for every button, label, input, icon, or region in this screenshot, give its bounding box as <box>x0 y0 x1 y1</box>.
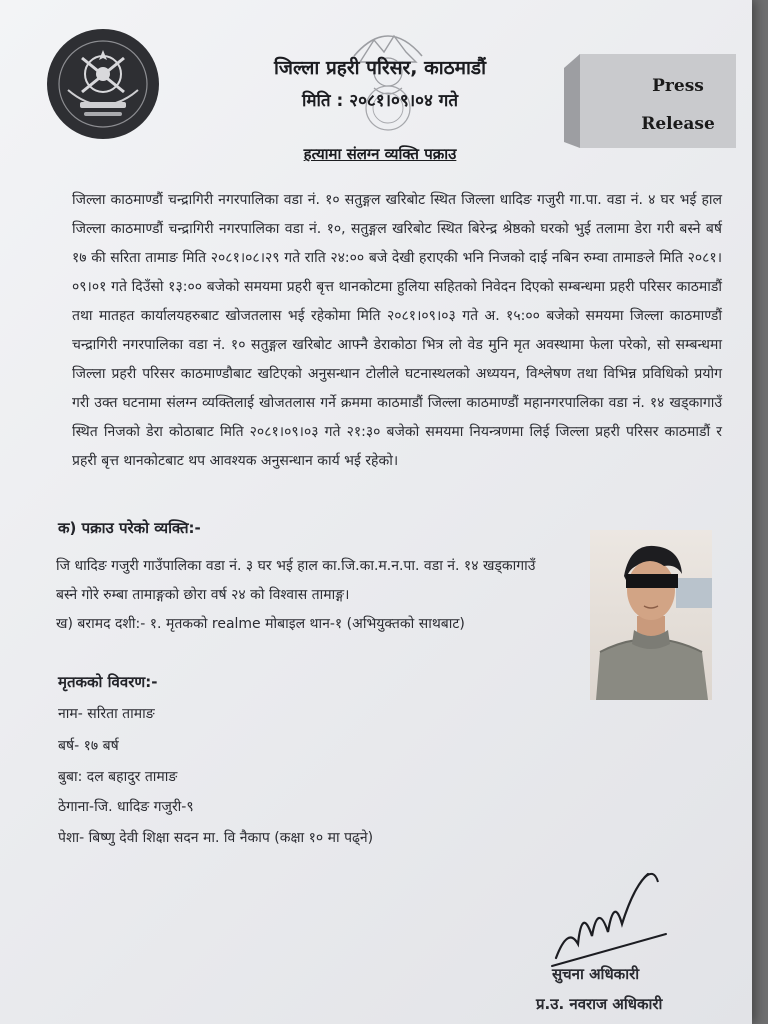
arrested-line-1: जि धादिङ गजुरी गाउँपालिका वडा नं. ३ घर भई हाल का.जि.का.म.न.पा. वडा नं. १४ खड्कागाउँ <box>56 558 536 574</box>
subject-heading: हत्यामा संलग्न व्यक्ति पक्राउ <box>303 145 457 163</box>
office-title: जिल्ला प्रहरी परिसर, काठमाडौं <box>273 57 487 79</box>
suspect-photo <box>590 530 712 700</box>
deceased-name: नाम- सरिता तामाङ <box>58 706 155 722</box>
seized-items: ख) बरामद दशी:- १. मृतकको realme मोबाइल थान-१ (अभियुक्तको साथबाट) <box>56 616 465 632</box>
signatory-title: सुचना अधिकारी <box>552 965 640 983</box>
handwritten-signature-icon <box>548 866 678 976</box>
signatory-name: प्र.उ. नवराज अधिकारी <box>536 995 663 1013</box>
press-label: Press <box>652 76 704 96</box>
release-label: Release <box>641 114 715 134</box>
body-paragraph: जिल्ला काठमाण्डौं चन्द्रागिरी नगरपालिका वडा नं. १० सतुङ्गल खरिबोट स्थित जिल्ला धादिङ गजुरी गा.पा. वडा नं. ४ घर भई हाल जिल्ला काठमाण्डौं चन्द्रागिरी नगरपालिका वडा नं. १०, सतुङ्गल खरिबोट स्थित बिरेन्द्र श्रेष्ठको घरको भुई तलामा डेरा गरी बस्ने बर्ष १७ की सरिता तामाङ मिति २०८१।०८।२९ गते राति २४:०० बजे देखी हराएकी भनि निजको दाई नबिन रुम्वा तामाङले मिति २०८१।०९।०१ गते दिउँसो १३:०० बजेको समयमा प्रहरी बृत्त थानकोटमा हुलिया सहितको निवेदन दिएको सम्बन्धमा प्रहरी परिसर काठमाडौं तथा मातहत कार्यालयहरुबाट खोजतलास भई रहेकोमा मिति २०८१।०९।०३ गते अ. १५:०० बजेको समयमा जिल्ला काठमाण्डौं चन्द्रागिरी नगरपालिका वडा नं. १० सतुङ्गल खरिबोट आफ्नै डेराकोठा भित्र लो वेड मुनि मृत अवस्थामा फेला परेको, सो सम्बन्धमा जिल्ला प्रहरी परिसर काठमाण्डौबाट खटिएको अनुसन्धान टोलीले घटनास्थलको अध्ययन, विश्लेषण तथा विभिन्न प्रविधिको प्रयोग गरी उक्त घटनामा संलग्न व्यक्तिलाई खोजतलास गर्ने क्रममा काठमाडौं जिल्ला काठमाण्डौं महानगरपालिका वडा नं. १४ खड्कागाउँ स्थित निजको डेरा कोठाबाट मिति २०८१।०९।०३ गते २१:३० बजेको समयमा नियन्त्रणमा लिई जिल्ला प्रहरी परिसर काठमाडौं र प्रहरी बृत्त थानकोटबाट थप आवश्यक अनुसन्धान कार्य भई रहेको। <box>72 192 722 469</box>
suspect-portrait-icon <box>590 530 712 700</box>
arrested-heading: क) पक्राउ परेको व्यक्ति:- <box>58 519 201 537</box>
nepal-police-emblem-icon <box>46 28 160 140</box>
deceased-occupation: पेशा- बिष्णु देवी शिक्षा सदन मा. वि नैकाप (कक्षा १० मा पढ्ने) <box>58 830 374 846</box>
deceased-age: बर्ष- १७ बर्ष <box>58 738 119 754</box>
release-date: मिति : २०८१।०९।०४ गते <box>301 91 459 111</box>
deceased-address: ठेगाना-जि. धादिङ गजुरी-९ <box>58 799 194 815</box>
deceased-father: बुबा: दल बहादुर तामाङ <box>58 769 178 785</box>
arrested-line-2: बस्ने गोरे रुम्बा तामाङ्गको छोरा वर्ष २४ को विश्वास तामाङ्ग। <box>56 587 350 603</box>
deceased-heading: मृतकको विवरण:- <box>58 673 158 691</box>
